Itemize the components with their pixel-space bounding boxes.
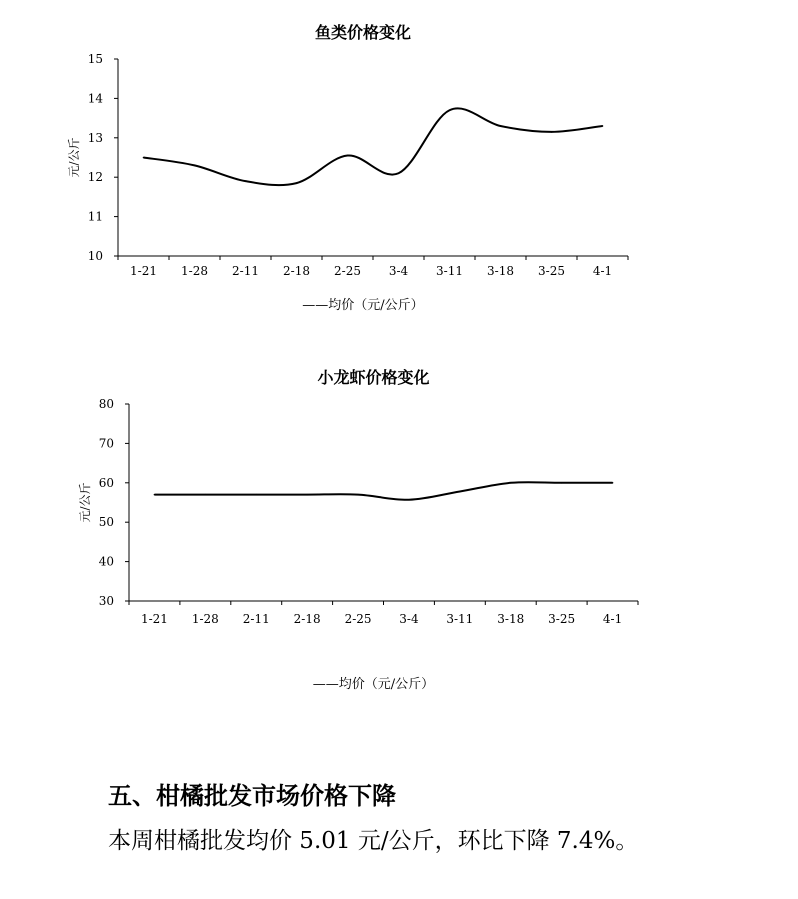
section-title: 五、柑橘批发市场价格下降 [108,782,396,810]
fish-data-point [449,109,451,111]
crayfish-data-point [459,491,461,493]
crayfish-data-point [561,482,563,484]
crayfish-x-tick-label: 3-4 [399,612,419,626]
crayfish-data-point [612,482,614,484]
crayfish-y-axis-label: 元/公斤 [78,482,92,523]
fish-data-point [296,182,298,184]
fish-data-point [245,180,247,182]
fish-x-tick-label: 3-4 [388,264,409,278]
crayfish-data-point [408,499,410,501]
fish-x-tick-label: 1-28 [181,264,208,278]
fish-data-point [602,125,604,127]
fish-x-tick-label: 2-25 [334,264,361,278]
fish-x-tick-label: 3-18 [487,264,514,278]
crayfish-series-line [154,482,612,500]
fish-x-tick-label: 4-1 [592,264,613,278]
crayfish-legend-entry: ——均价（元/公斤） [312,677,435,692]
crayfish-price-chart [0,355,798,705]
fish-data-point [551,131,553,133]
fish-y-tick-label: 12 [87,170,103,185]
crayfish-data-point [255,494,257,496]
crayfish-y-tick-label: 50 [98,515,114,530]
section-body-text: 本周柑橘批发均价 5.01 元/公斤，环比下降 7.4%。 [108,828,639,854]
crayfish-x-tick-label: 2-25 [344,612,372,626]
fish-data-point [347,155,349,157]
crayfish-data-point [154,494,156,496]
crayfish-y-tick-label: 80 [98,397,114,411]
crayfish-y-tick-label: 40 [98,554,114,569]
crayfish-data-point [510,482,512,484]
crayfish-y-tick-label: 70 [98,436,114,451]
fish-x-tick-label: 3-11 [436,264,463,278]
fish-y-tick-label: 10 [87,249,103,263]
crayfish-data-point [357,494,359,496]
crayfish-x-tick-label: 3-25 [548,612,576,626]
crayfish-y-tick-label: 30 [98,594,114,608]
crayfish-chart-title: 小龙虾价格变化 [317,368,430,387]
fish-chart-title: 鱼类价格变化 [314,23,412,42]
crayfish-x-tick-label: 4-1 [602,612,623,626]
crayfish-x-tick-label: 2-18 [293,612,321,626]
fish-y-tick-label: 15 [87,52,103,66]
fish-x-tick-label: 2-11 [232,264,259,278]
fish-x-tick-label: 1-21 [130,264,157,278]
fish-y-tick-label: 13 [87,130,103,145]
crayfish-x-tick-label: 2-11 [242,612,270,626]
fish-legend-entry: ——均价（元/公斤） [302,298,424,313]
fish-series-line [144,108,603,185]
fish-x-tick-label: 3-25 [538,264,565,278]
fish-data-point [194,165,196,167]
crayfish-data-point [306,494,308,496]
crayfish-x-tick-label: 3-18 [497,612,525,626]
fish-y-tick-label: 14 [87,91,103,106]
crayfish-x-tick-label: 1-21 [140,612,168,626]
fish-data-point [500,125,502,127]
crayfish-data-point [205,494,207,496]
fish-y-tick-label: 11 [87,209,103,224]
fish-x-tick-label: 2-18 [283,264,310,278]
fish-y-axis-label: 元/公斤 [67,137,81,178]
crayfish-x-tick-label: 3-11 [446,612,474,626]
crayfish-y-tick-label: 60 [98,475,114,490]
fish-price-chart [0,0,798,330]
crayfish-x-tick-label: 1-28 [191,612,219,626]
fish-data-point [398,172,400,174]
fish-data-point [143,157,145,159]
